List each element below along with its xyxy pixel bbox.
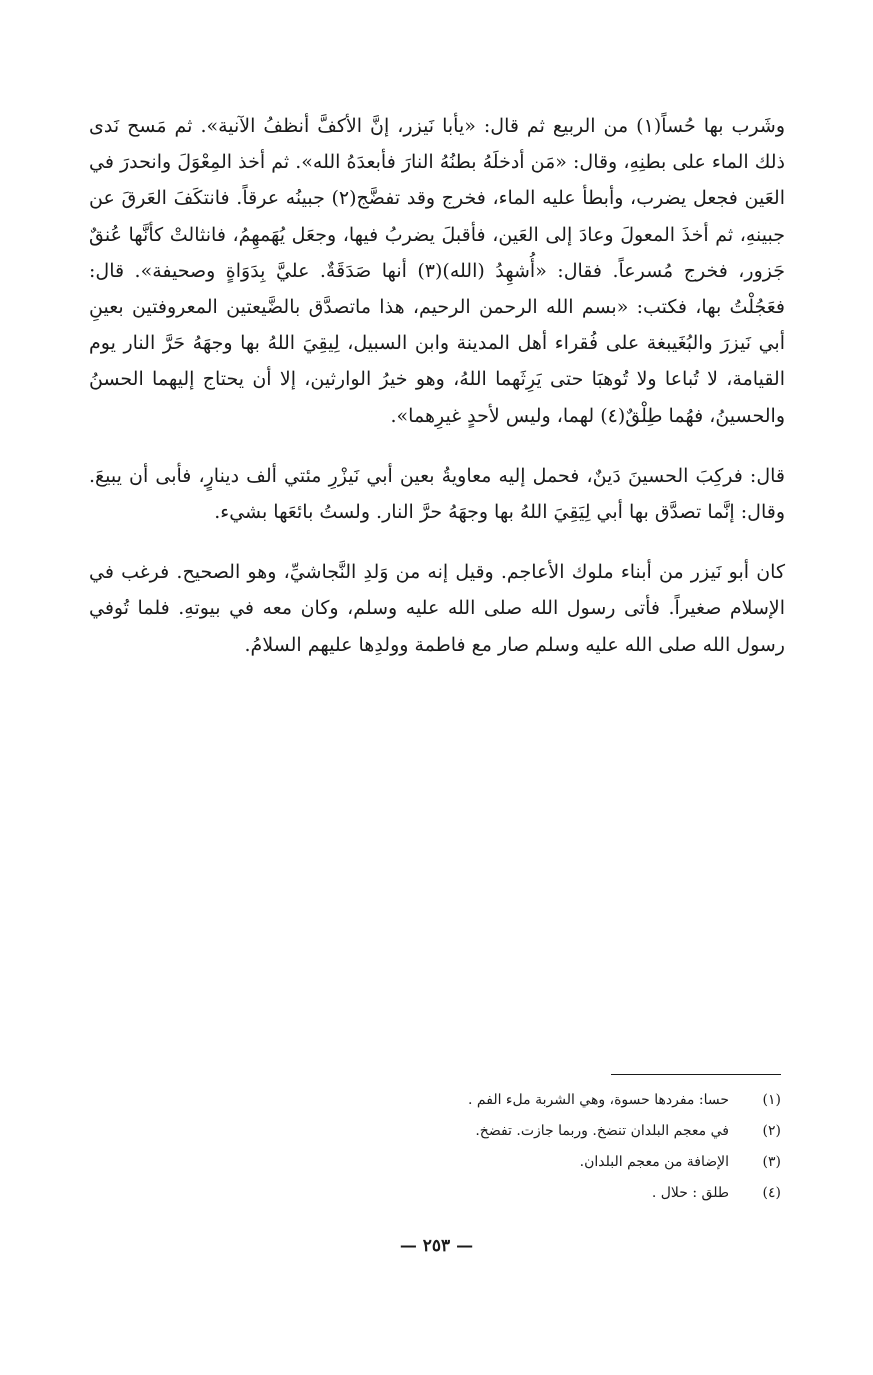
footnote-4 xyxy=(361,1178,781,1209)
footnote-3 xyxy=(361,1147,781,1178)
main-text xyxy=(89,108,785,663)
footnote-separator xyxy=(611,1074,781,1075)
footnote-text: في معجم البلدان تنضخ. وربما جازت. تفضخ. xyxy=(475,1123,729,1139)
paragraph-3: كان أبو نَيزر من أبناء ملوك الأعاجم. وقيل إنه من وَلدِ النَّجاشيِّ، وهو الصحيح. فرغب في الإسلام صغيراً. فأتى رسول الله صلى الله عليه وسلم، وكان معه في بيوتهِ. فلما تُوفي رسول الله صلى الله عليه وسلم صار مع فاطمة وولدِها عليهم السلامُ. xyxy=(89,561,785,656)
footnote-1 xyxy=(361,1085,781,1116)
paragraph-2: قال: فركِبَ الحسينَ دَينٌ، فحمل إليه معاويةُ بعين أبي نَيزْرِ مئتي ألف دينارٍ، فأبى أن يبيعَ. وقال: إنَّما تصدَّق بها أبي لِيَقِيَ اللهُ بها وجهَهُ حرَّ النار. ولستُ بائعَها بشيء. xyxy=(89,464,785,524)
footnote-number: (١) xyxy=(762,1092,781,1108)
footnote-number: (٤) xyxy=(762,1185,781,1201)
footnote-number: (٢) xyxy=(762,1123,781,1139)
footnote-text: الإضافة من معجم البلدان. xyxy=(579,1154,729,1170)
footnote-number: (٣) xyxy=(762,1154,781,1170)
paragraph-1: وشَرب بها حُساً(١) من الربيع ثم قال: «يأبا نَيزر، إنَّ الأكفَّ أنظفُ الآنية». ثم مَسح نَدى ذلك الماء على بطنِهِ، وقال: «مَن أدخلَهُ بطنُهُ النارَ فأبعدَهُ الله». ثم أخذ المِعْوَلَ وانحدرَ في العَين فجعل يضرب، وأبطأ عليه الماء، فخرج وقد تفضَّج(٢) جبينُه عرقاً. فانتكَفَ العَرقَ عن جبينهِ، ثم أخذَ المعولَ وعادَ إلى العَين، فأقبلَ يضربُ فيها، وجعَل يُهَمهِمُ، فانثالتْ كأنَّها عُنقٌ جَزور، فخرج مُسرعاً. فقال: «أُشهِدُ (الله)(٣) أنها صَدَقَةٌ. عليَّ بِدَوَاةٍ وصحيفة». قال: فعَجُلْتُ بها، فكتب: «بسم الله الرحمن الرحيم، هذا ماتصدَّق بالضَّيعتين المعروفتين بعينِ أبي نَيزرَ والبُغَيبغة على فُقراء أهل المدينة وابن السبيل، لِيقِيَ اللهُ بها وجهَهُ حَرَّ النار يوم القيامة، لا تُباعا ولا تُوهبَا حتى يَرِثَهما اللهُ، وهو خيرُ الوارثين، إلا أن يحتاج إليهما الحسنُ والحسينُ، فهُما طِلْقٌ(٤) لهما، وليس لأحدٍ غيرِهما». xyxy=(89,115,785,427)
footnotes xyxy=(361,1085,781,1209)
page-number: — ٢٥٣ — xyxy=(399,1236,474,1256)
footnote-2 xyxy=(361,1116,781,1147)
footnote-text: حسا: مفردها حسوة، وهي الشربة ملء الفم . xyxy=(468,1092,729,1108)
footnote-text: طلق : حلال . xyxy=(651,1185,729,1201)
